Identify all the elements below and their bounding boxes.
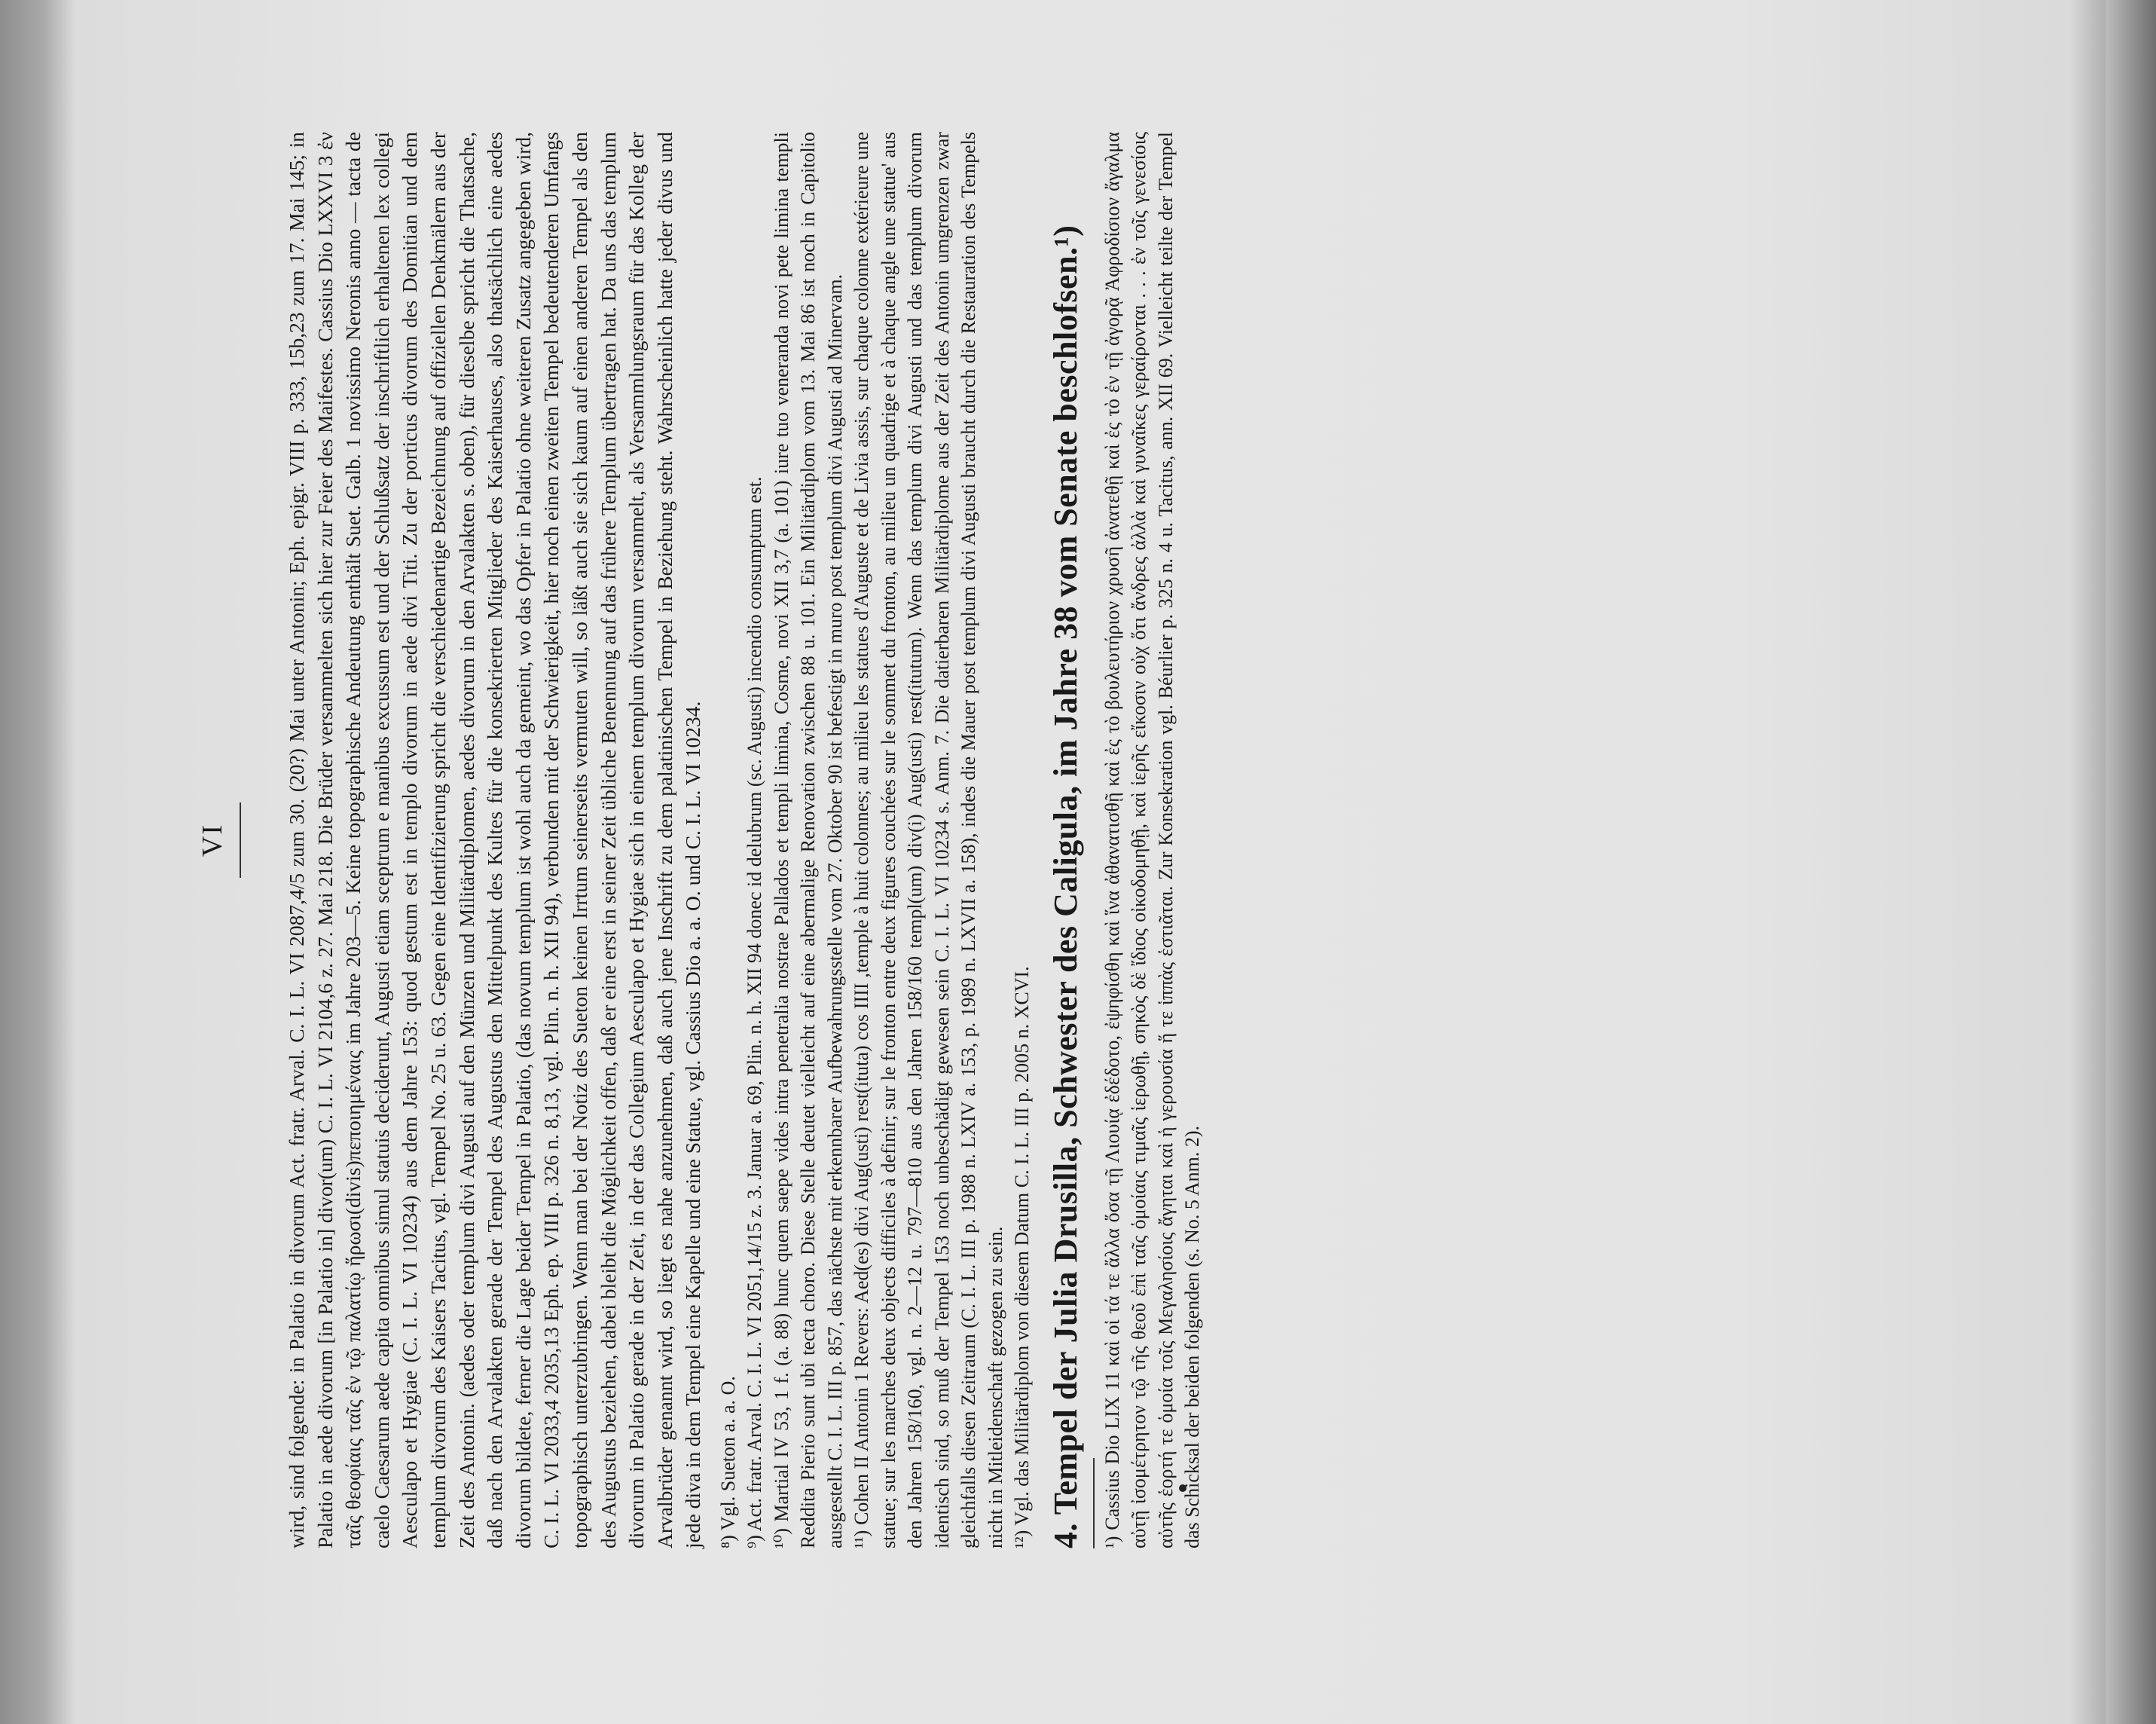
page-number: VI <box>197 823 228 857</box>
section-heading-rule <box>1093 1458 1095 1548</box>
page-number-rule <box>240 802 241 878</box>
footnote-8: ⁸) Vgl. Sueton a. a. O. <box>716 1376 739 1548</box>
footnote-9: ⁹) Act. fratr. Arval. C. I. L. VI 2051,14/15 z. 3. Januar a. 69, Plin. n. h. XII 94 donec id delubrum (sc. Augusti) incendio consumptum est. <box>744 476 766 1548</box>
section-footnote-1: ¹) Cassius Dio LIX 11 καὶ οἱ τά τε ἄλλα ὅσα τῇ Λιουίᾳ ἐδέδοτο, ἐψηφίσθη καὶ ἵνα ἀθανατισθῇ καὶ ἐς τὸ βουλευτήριον χρυσῆ ἀνατεθῇ καὶ ἐς τὸ ἐν τῇ ἀγορᾷ Ἀφροδίσιον ἄγαλμα αὐτῇ ἰσομέτρητον τῷ τῆς θεοῦ ἐπὶ ταῖς ὁμοίαις τιμαῖς ἱερωθῇ, σηκὸς δὲ ἴδιος οἰκοδομηθῇ, καὶ ἱερῆς εἴκοσιν οὐχ ὅτι ἄνδρες ἀλλὰ καὶ γυναῖκες γεραίρονται . . . ἐν τοῖς γενεσίοις αὐτῆς ἑορτή τε ὁμοία τοῖς Μεγαλησίοις ἄγηται καὶ ἡ γερουσία ἥ τε ἱππὰς ἑστιᾶται. Zur Konsekration vgl. Béurlier p. 325 n. 4 u. Tacitus, ann. XII 69. Vielleicht teilte der Tempel das Schicksal der beiden folgenden (s. No. 5 Anm. 2). <box>1101 132 1204 1548</box>
footnote-11: ¹¹) Cohen II Antonin 1 Revers: Aed(es) divi Aug(usti) rest(ituta) cos IIII ,temple à huit colonnes; au milieu les statues d'Auguste et de Livia assis, sur chaque colonne extérieure une statue; sur les marches deux objects difficiles à definir; sur le fronton entre deux figures couchées sur le sommet du fronton, au milieu un quadrige et à chaque angle une statue' aus den Jahren 158/160, vgl. n. 2—12 u. 797—810 aus den Jahren 158/160 templ(um) div(i) Aug(usti) rest(itutum). Wenn das templum divi Augusti und das templum divorum identisch sind, so muß der Tempel 153 noch unbeschädigt gewesen sein C. I. L. VI 10234 s. Anm. 7. Die datierbaren Militärdiplome aus der Zeit des Antonin umgrenzen zwar gleichfalls diesen Zeitraum (C. I. L. III p. 1988 n. LXIV a. 153, p. 1989 n. LXVII a. 158), indes die Mauer post templum divi Augusti braucht durch die Restauration des Tempels nicht in Mitleidenschaft gezogen zu sein. <box>850 132 1006 1548</box>
rotated-page-content <box>196 132 1703 1548</box>
main-text-column <box>282 132 1206 1548</box>
book-gutter-edge <box>2106 0 2156 1724</box>
section-heading: 4. Tempel der Julia Drusilla, Schwester des Caligula, im Jahre 38 vom Senate beschlofsen.¹) <box>1046 225 1084 1548</box>
footnote-10: ¹⁰) Martial IV 53, 1 f. (a. 88) hunc quem saepe vides intra penetralia nostrae Pallados et templi limina, Cosme, novi XII 3,7 (a. 101) iure tuo veneranda novi pete limina templi Reddita Pierio sunt ubi tecta choro. Diese Stelle deutet vielleicht auf eine abermalige Renovation zwischen 88 u. 101. Ein Militärdiplom vom 13. Mai 86 ist noch in Capitolio ausgestellt C. I. L. III p. 857, das nächste mit erkennbarer Aufbewahrungsstelle vom 27. Oktober 90 ist befestigt in muro post templum divi Augusti ad Minervam. <box>770 132 846 1548</box>
body-paragraph: wird, sind folgende: in Palatio in divorum Act. fratr. Arval. C. I. L. VI 2087,4/5 zum 30. (20?) Mai unter Antonin; Eph. epigr. VIII p. 333, 15b,23 zum 17. Mai 145; in Palatio in aede divorum [in Palatio in] divor(um) C. I. L. VI 2104,6 z. 27. Mai 218. Die Brüder versammelten sich hier zur Feier des Maifestes. Cassius Dio LXXVI 3 ἐν ταῖς θεοφίαις ταῖς ἐν τῷ παλατίῳ ἥρωσι(divis)πεποιημέναις im Jahre 203—5. Keine topographische Andeutung enthält Suet. Galb. 1 novissimo Neronis anno — tacta de caelo Caesarum aede capita omnibus simul statuis deciderunt, Augusti etiam sceptrum e manibus excussum est und der Schlußsatz der inschriftlich erhaltenen lex collegi Aesculapo et Hygiae (C. I. L. VI 10234) aus dem Jahre 153: quod gestum est in templo divorum in aede divi Titi. Zu der porticus divorum des Domitian und dem templum divorum des Kaisers Tacitus, vgl. Tempel No. 25 u. 63. Gegen eine Identifizierung spricht die verschiedenartige Bezeichnung auf offiziellen Denkmälern aus der Zeit des Antonin. (aedes oder templum divi Augusti auf den Münzen und Militärdiplomen, aedes divorum in den Arvalakten s. oben), für dieselbe spricht die Thatsache, daß nach den Arvalakten gerade der Tempel des Augustus den Mittelpunkt des Kultes für die konsekrierten Mitglieder des Kaiserhauses, also thatsächlich eine aedes divorum bildete, ferner die Lage beider Tempel in Palatio, (das novum templum ist wohl auch da gemeint, wo das Opfer in Palatio ohne weiteren Zusatz angegeben wird, C. I. L. VI 2033,4 2035,13 Eph. ep. VIII p. 326 n. 8,13, vgl. Plin. n. h. XII 94), verbunden mit der Schwierigkeit, hier noch einen zweiten Tempel bedeutenderen Umfangs topographisch unterzubringen. Wenn man bei der Notiz des Sueton keinen Irrtum seinerseits vermuten will, so läßt auch sie sich kaum auf einen anderen Tempel als den des Augustus beziehen, dabei bleibt die Möglichkeit offen, daß er eine erst in seiner Zeit übliche Benennung auf das frühere Templum übertragen hat. Da uns das templum divorum in Palatio gerade in der Zeit, in der das Collegium Aesculapo et Hygiae sich in einem templum divorum versammelt, als Versammlungsraum für das Kolleg der Arvalbrüder genannt wird, so liegt es nahe anzunehmen, daß auch jene Inschrift zu dem palatinischen Tempel in Beziehung steht. Wahrscheinlich hatte jeder divus und jede diva in dem Tempel eine Kapelle und eine Statue, vgl. Cassius Dio a. a. O. und C. I. L. VI 10234. <box>285 132 705 1548</box>
footnote-12: ¹²) Vgl. das Militärdiplom von diesem Datum C. I. L. III p. 2005 n. XCVI. <box>1011 966 1034 1548</box>
